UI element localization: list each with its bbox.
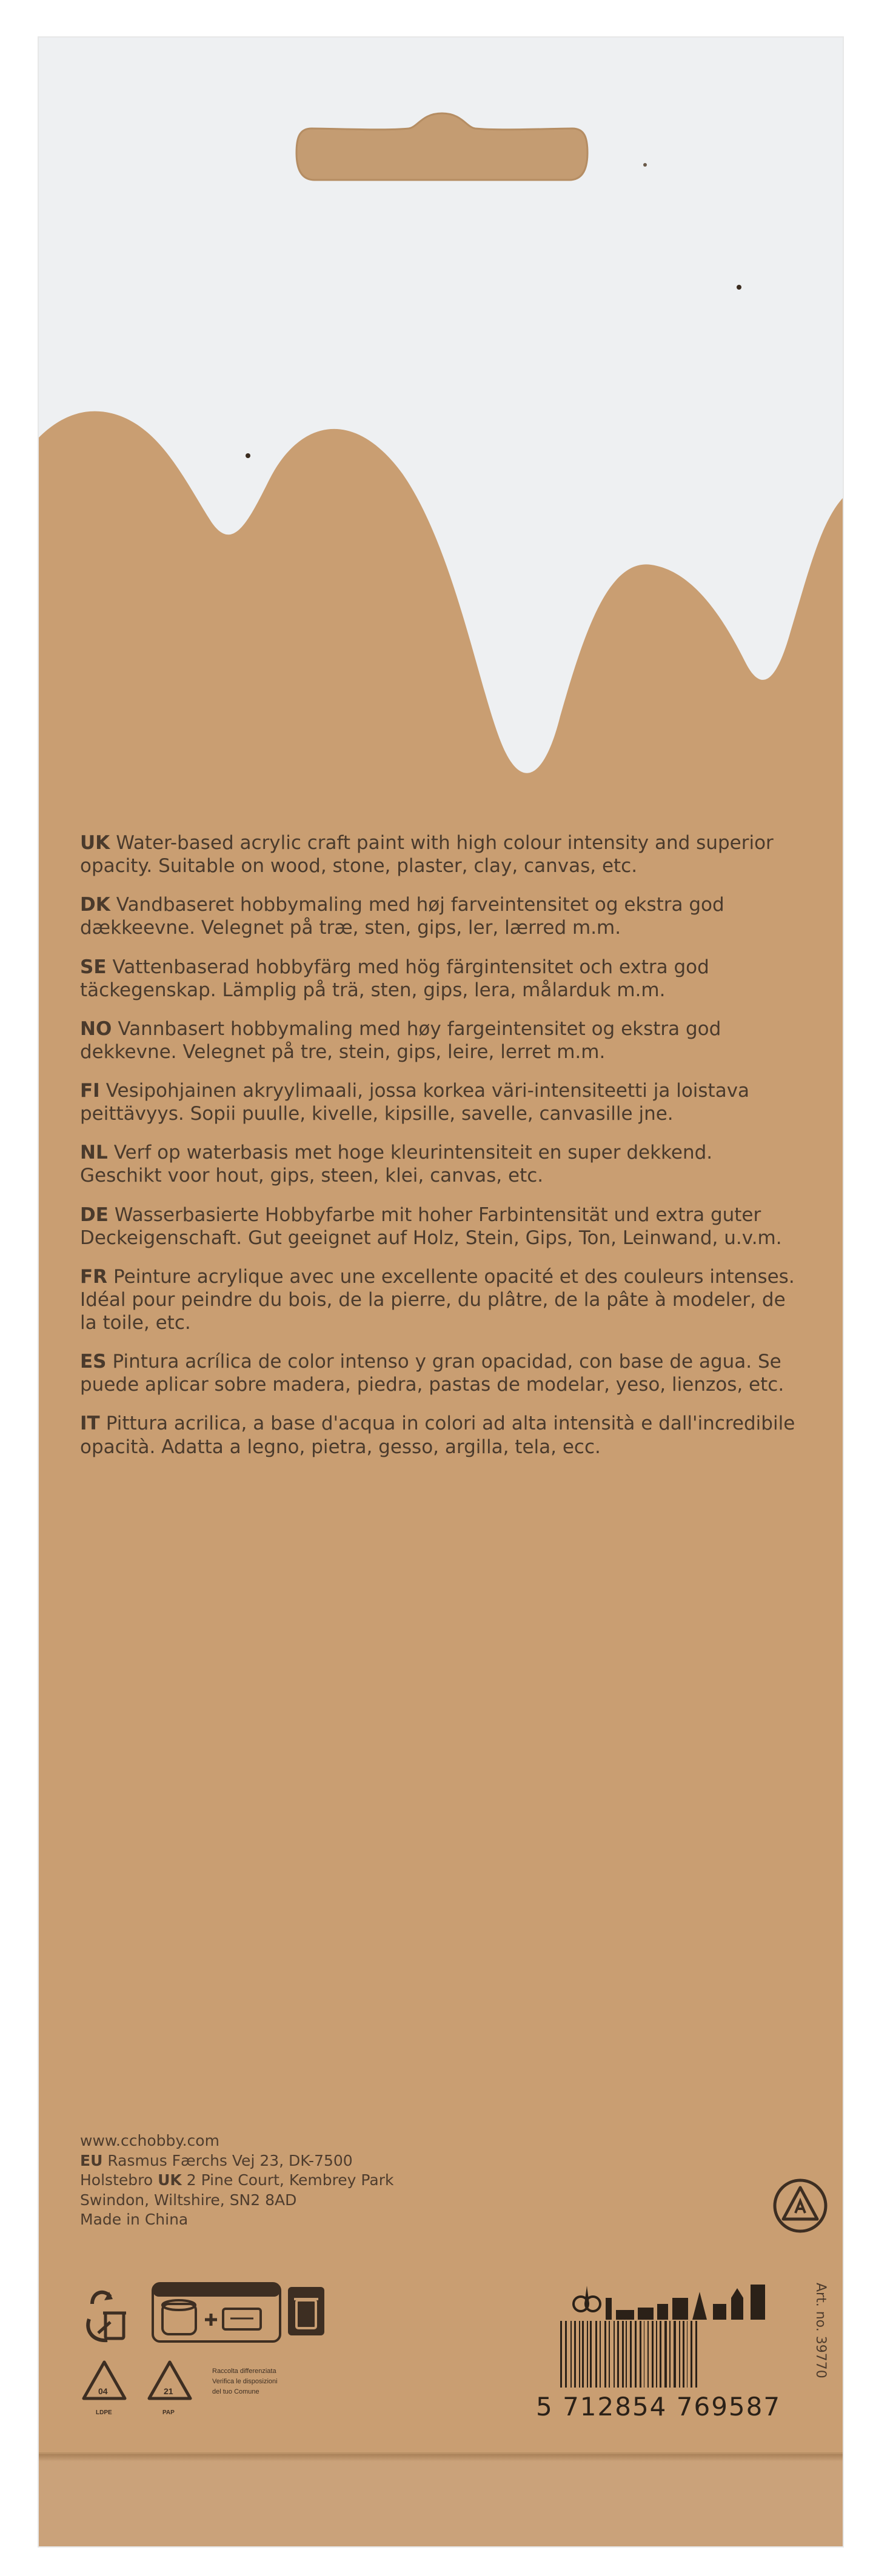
eu-label: EU	[80, 2151, 103, 2169]
origin: Made in China	[80, 2211, 189, 2228]
barcode-bar	[614, 2321, 615, 2388]
barcode-bar	[652, 2321, 654, 2388]
description-dk	[80, 893, 795, 939]
barcode-bar	[664, 2321, 667, 2388]
barcode-bar	[600, 2321, 601, 2388]
description-text: Wasserbasierte Hobbyfarbe mit hoher Farbintensität und extra guter Deckeigenschaft. Gut geeignet auf Holz, Stein, Gips, Ton, Leinwand, u.v.m.	[80, 1203, 782, 1249]
barcode-icon	[536, 2321, 815, 2394]
barcode-digits: 5 712854 769587	[536, 2392, 781, 2421]
triangle-a-icon	[771, 2177, 829, 2235]
description-text: Vesipohjainen akryylimaali, jossa korkea väri-intensiteetti ja loistava peittävyys. Sopii puulle, kivelle, kipsille, savelle, canvasille jne.	[80, 1080, 750, 1125]
description-text: Verf op waterbasis met hoge kleurintensiteit en super dekkend. Geschikt voor hout, gips, steen, klei, canvas, etc.	[80, 1142, 713, 1187]
barcode-bar	[669, 2321, 671, 2388]
barcode-bar	[560, 2321, 562, 2388]
recycling-note-3: del tuo Comune	[212, 2388, 259, 2395]
description-se	[80, 956, 795, 1002]
pap-recycling-icon	[146, 2358, 194, 2407]
description-text: Vattenbaserad hobbyfärg med hög färgintensitet och extra god täckegenskap. Lämplig på trä, sten, gips, lera, målarduk m.m.	[80, 956, 709, 1001]
barcode-bar	[587, 2321, 588, 2388]
barcode-bar	[574, 2321, 576, 2388]
barcode-bar	[635, 2321, 637, 2388]
lang-code: NO	[80, 1017, 112, 1040]
description-de	[80, 1203, 795, 1250]
lang-code: UK	[80, 832, 110, 854]
lang-code: ES	[80, 1351, 107, 1373]
bin-icon	[288, 2287, 324, 2335]
eu-address-line	[80, 2151, 577, 2171]
fold-shadow	[39, 2454, 843, 2461]
description-text: Vandbaseret hobbymaling med høj farveintensitet og ekstra god dækkeevne. Velegnet på træ, sten, gips, ler, lærred m.m.	[80, 894, 724, 939]
barcode-bar	[640, 2321, 641, 2388]
article-number: Art. no. 39770	[813, 2283, 828, 2378]
ldpe-number: 04	[98, 2386, 108, 2396]
barcode-bar	[647, 2321, 649, 2388]
description-uk	[80, 831, 795, 877]
lang-code: IT	[80, 1413, 100, 1435]
description-text: Pintura acrílica de color intenso y gran opacidad, con base de agua. Se puede aplicar sobre madera, piedra, pastas de modelar, yeso, lienzos, etc.	[80, 1351, 784, 1396]
lang-code: FI	[80, 1080, 100, 1102]
ldpe-label: LDPE	[96, 2409, 112, 2416]
uk-label: UK	[158, 2171, 182, 2189]
box-plus-icon	[152, 2282, 282, 2343]
barcode-bar	[656, 2321, 657, 2388]
lang-code: NL	[80, 1142, 108, 1164]
uk-address-line	[80, 2171, 577, 2191]
barcode-bar	[691, 2321, 692, 2388]
eu-city: Holstebro	[80, 2171, 153, 2189]
tool-silhouettes-icon	[572, 2280, 791, 2322]
barcode-bar	[617, 2321, 619, 2388]
barcode-bar	[604, 2321, 606, 2388]
packaging-card	[39, 38, 843, 2546]
website: www.cchobby.com	[80, 2132, 219, 2149]
bottom-fold	[39, 2452, 843, 2546]
lang-code: DK	[80, 894, 110, 916]
description-it	[80, 1412, 795, 1458]
pap-number: 21	[164, 2386, 173, 2396]
description-block	[80, 831, 795, 1474]
description-text: Peinture acrylique avec une excellente opacité et des couleurs intenses. Idéal pour peindre du bois, de la pierre, du plâtre, de la pâte à modeler, de la toile, etc.	[80, 1265, 795, 1334]
description-nl	[80, 1141, 795, 1187]
barcode-bar	[674, 2321, 676, 2388]
barcode-bar	[609, 2321, 610, 2388]
lang-code: FR	[80, 1265, 108, 1288]
lang-code: SE	[80, 956, 107, 978]
hang-hole-icon	[293, 110, 590, 184]
barcode-bar	[679, 2321, 680, 2388]
barcode-bar	[630, 2321, 632, 2388]
recycling-note-2: Verifica le disposizioni	[212, 2378, 278, 2385]
barcode-area	[536, 2280, 839, 2431]
ldpe-recycling-icon	[80, 2358, 129, 2407]
recycle-bin-icon	[80, 2286, 135, 2346]
description-fr	[80, 1265, 795, 1334]
barcode-bar	[565, 2321, 567, 2388]
description-es	[80, 1350, 795, 1396]
description-fi	[80, 1079, 795, 1125]
barcode-bar	[590, 2321, 592, 2388]
barcode-bar	[595, 2321, 597, 2388]
barcode-bar	[626, 2321, 627, 2388]
description-no	[80, 1017, 795, 1063]
manufacturer-contact	[80, 2131, 577, 2230]
pap-label: PAP	[162, 2409, 175, 2416]
description-text: Vannbasert hobbymaling med høy fargeintensitet og ekstra god dekkevne. Velegnet på tre, stein, gips, leire, lerret m.m.	[80, 1017, 721, 1063]
recycling-note-1: Raccolta differenziata	[212, 2368, 276, 2375]
barcode-bar	[570, 2321, 572, 2388]
barcode-bar	[695, 2321, 697, 2388]
eu-address: Rasmus Færchs Vej 23, DK-7500	[107, 2151, 353, 2169]
barcode-bar	[660, 2321, 661, 2388]
barcode-bar	[683, 2321, 684, 2388]
description-text: Water-based acrylic craft paint with high colour intensity and superior opacity. Suitable on wood, stone, plaster, clay, canvas, etc.	[80, 832, 774, 877]
barcode-bar	[579, 2321, 580, 2388]
lang-code: DE	[80, 1203, 109, 1226]
uk-address: 2 Pine Court, Kembrey Park	[186, 2171, 394, 2189]
recycling-info	[79, 2274, 418, 2419]
barcode-bar	[582, 2321, 584, 2388]
description-text: Pittura acrilica, a base d'acqua in colori ad alta intensità e dall'incredibile opacità. Adatta a legno, pietra, gesso, argilla, tela, ecc.	[80, 1413, 795, 1458]
barcode-bar	[622, 2321, 624, 2388]
uk-city: Swindon, Wiltshire, SN2 8AD	[80, 2191, 297, 2209]
